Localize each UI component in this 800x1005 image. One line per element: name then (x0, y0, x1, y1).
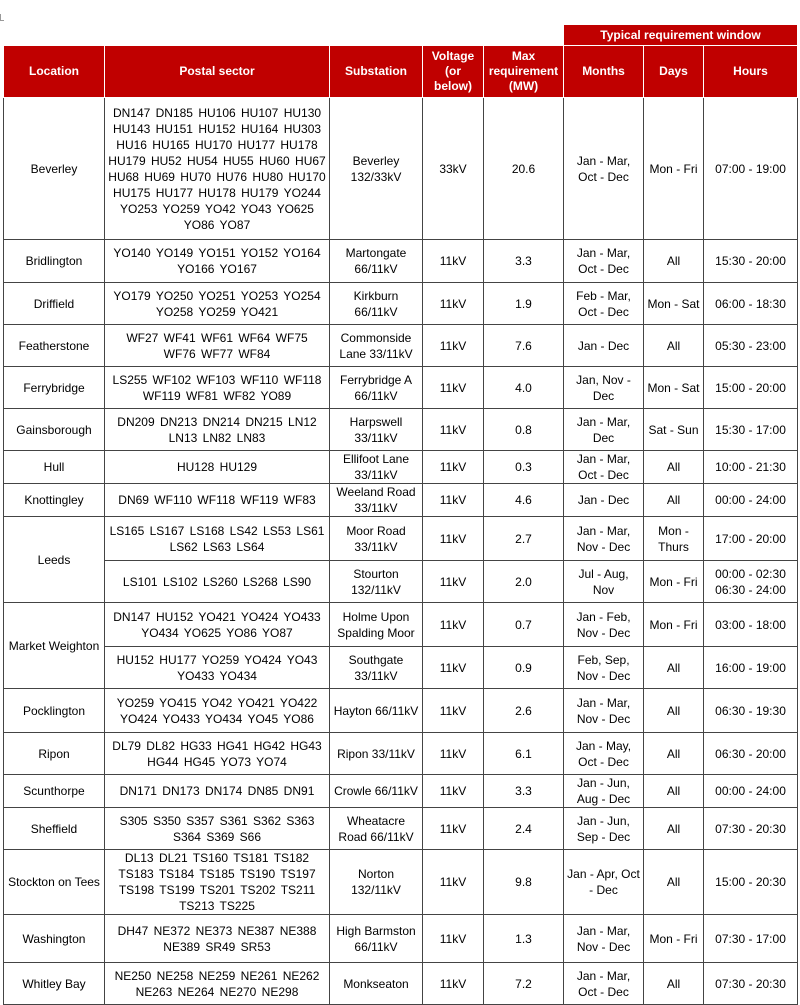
max-requirement-cell: 2.7 (484, 517, 564, 561)
voltage-cell: 11kV (423, 561, 484, 603)
voltage-cell: 11kV (423, 733, 484, 775)
days-cell: All (644, 689, 704, 733)
voltage-cell: 11kV (423, 915, 484, 963)
voltage-cell: 33kV (423, 98, 484, 240)
months-cell: Jan - Mar, Nov - Dec (564, 915, 644, 963)
postal-sector-cell: S305 S350 S357 S361 S362 S363 S364 S369 S66 (105, 808, 330, 850)
table-row (4, 733, 798, 775)
months-cell: Jan - Dec (564, 484, 644, 517)
table-row (4, 603, 798, 647)
months-cell: Jan - May, Oct - Dec (564, 733, 644, 775)
location-cell: Sheffield (4, 808, 105, 850)
location-cell: Featherstone (4, 325, 105, 367)
max-requirement-cell: 2.0 (484, 561, 564, 603)
months-cell: Jan - Mar, Nov - Dec (564, 517, 644, 561)
voltage-cell: 11kV (423, 603, 484, 647)
substation-cell: High Barmston 66/11kV (330, 915, 423, 963)
substation-cell: Ripon 33/11kV (330, 733, 423, 775)
months-cell: Jan - Jun, Aug - Dec (564, 775, 644, 808)
months-cell: Jan - Apr, Oct - Dec (564, 850, 644, 915)
max-requirement-cell: 1.3 (484, 915, 564, 963)
months-cell: Feb - Mar, Oct - Dec (564, 283, 644, 325)
postal-sector-cell: NE250 NE258 NE259 NE261 NE262 NE263 NE264 NE270 NE298 (105, 963, 330, 1005)
substation-cell: Monkseaton (330, 963, 423, 1005)
postal-sector-cell: DN147 DN185 HU106 HU107 HU130 HU143 HU151 HU152 HU164 HU303 HU16 HU165 HU170 HU177 HU178 HU179 HU52 HU54 HU55 HU60 HU67 HU68 HU69 HU70 HU76 HU80 HU170 HU175 HU177 HU178 HU179 YO244 YO253 YO259 YO42 YO43 YO625 YO86 YO87 (105, 98, 330, 240)
col-days: Days (644, 46, 704, 98)
table-row (4, 689, 798, 733)
hours-cell: 15:30 - 20:00 (704, 240, 798, 283)
location-cell: Ferrybridge (4, 367, 105, 409)
location-cell: Hull (4, 451, 105, 484)
table-row (4, 775, 798, 808)
voltage-cell: 11kV (423, 808, 484, 850)
days-cell: All (644, 963, 704, 1005)
table-row (4, 647, 798, 689)
voltage-cell: 11kV (423, 775, 484, 808)
voltage-cell: 11kV (423, 367, 484, 409)
location-cell: Driffield (4, 283, 105, 325)
hours-cell: 06:30 - 19:30 (704, 689, 798, 733)
table-row (4, 367, 798, 409)
max-requirement-cell: 20.6 (484, 98, 564, 240)
max-requirement-cell: 1.9 (484, 283, 564, 325)
max-requirement-cell: 9.8 (484, 850, 564, 915)
max-requirement-cell: 4.0 (484, 367, 564, 409)
location-cell: Washington (4, 915, 105, 963)
hours-cell: 15:00 - 20:30 (704, 850, 798, 915)
days-cell: Sat - Sun (644, 409, 704, 451)
max-requirement-cell: 3.3 (484, 240, 564, 283)
days-cell: Mon - Fri (644, 915, 704, 963)
col-postal-sector: Postal sector (105, 46, 330, 98)
substation-cell: Crowle 66/11kV (330, 775, 423, 808)
max-requirement-cell: 2.6 (484, 689, 564, 733)
days-cell: All (644, 451, 704, 484)
hours-cell: 16:00 - 19:00 (704, 647, 798, 689)
voltage-cell: 11kV (423, 451, 484, 484)
voltage-cell: 11kV (423, 850, 484, 915)
days-cell: Mon - Fri (644, 98, 704, 240)
table-row (4, 325, 798, 367)
max-requirement-cell: 7.6 (484, 325, 564, 367)
max-requirement-cell: 0.3 (484, 451, 564, 484)
postal-sector-cell: DN69 WF110 WF118 WF119 WF83 (105, 484, 330, 517)
max-requirement-cell: 3.3 (484, 775, 564, 808)
voltage-cell: 11kV (423, 484, 484, 517)
requirements-table (3, 24, 798, 1005)
postal-sector-cell: YO179 YO250 YO251 YO253 YO254 YO258 YO259 YO421 (105, 283, 330, 325)
postal-sector-cell: DN171 DN173 DN174 DN85 DN91 (105, 775, 330, 808)
location-cell: Beverley (4, 98, 105, 240)
months-cell: Jan - Mar, Oct - Dec (564, 451, 644, 484)
max-requirement-cell: 6.1 (484, 733, 564, 775)
substation-cell: Wheatacre Road 66/11kV (330, 808, 423, 850)
table-row (4, 98, 798, 240)
table-row (4, 963, 798, 1005)
substation-cell: Kirkburn 66/11kV (330, 283, 423, 325)
substation-cell: Weeland Road 33/11kV (330, 484, 423, 517)
max-requirement-cell: 0.9 (484, 647, 564, 689)
months-cell: Jan - Feb, Nov - Dec (564, 603, 644, 647)
max-requirement-cell: 2.4 (484, 808, 564, 850)
substation-cell: Southgate 33/11kV (330, 647, 423, 689)
hours-cell: 06:00 - 18:30 (704, 283, 798, 325)
postal-sector-cell: DL79 DL82 HG33 HG41 HG42 HG43 HG44 HG45 YO73 YO74 (105, 733, 330, 775)
postal-sector-cell: YO140 YO149 YO151 YO152 YO164 YO166 YO167 (105, 240, 330, 283)
months-cell: Jan - Jun, Sep - Dec (564, 808, 644, 850)
table-row (4, 517, 798, 561)
table-row (4, 484, 798, 517)
hours-cell: 07:30 - 20:30 (704, 963, 798, 1005)
substation-cell: Stourton 132/11kV (330, 561, 423, 603)
location-cell: Bridlington (4, 240, 105, 283)
hours-cell: 00:00 - 02:30 06:30 - 24:00 (704, 561, 798, 603)
postal-sector-cell: HU128 HU129 (105, 451, 330, 484)
substation-cell: Harpswell 33/11kV (330, 409, 423, 451)
days-cell: Mon - Fri (644, 561, 704, 603)
table-row (4, 409, 798, 451)
hours-cell: 07:30 - 17:00 (704, 915, 798, 963)
max-requirement-cell: 0.8 (484, 409, 564, 451)
table-row (4, 915, 798, 963)
table-body (4, 98, 798, 1005)
max-requirement-cell: 7.2 (484, 963, 564, 1005)
days-cell: All (644, 325, 704, 367)
days-cell: All (644, 240, 704, 283)
substation-cell: Norton 132/11kV (330, 850, 423, 915)
months-cell: Jan - Mar, Oct - Dec (564, 240, 644, 283)
requirement-window-header: Typical requirement window (564, 25, 798, 46)
col-location: Location (4, 46, 105, 98)
hours-cell: 00:00 - 24:00 (704, 775, 798, 808)
days-cell: Mon - Sat (644, 283, 704, 325)
voltage-cell: 11kV (423, 647, 484, 689)
location-cell: Ripon (4, 733, 105, 775)
hours-cell: 10:00 - 21:30 (704, 451, 798, 484)
postal-sector-cell: DH47 NE372 NE373 NE387 NE388 NE389 SR49 SR53 (105, 915, 330, 963)
max-requirement-cell: 4.6 (484, 484, 564, 517)
col-max-requirement: Max requirement (MW) (484, 46, 564, 98)
location-cell: Whitley Bay (4, 963, 105, 1005)
days-cell: All (644, 647, 704, 689)
postal-sector-cell: HU152 HU177 YO259 YO424 YO43 YO433 YO434 (105, 647, 330, 689)
location-cell: Leeds (4, 517, 105, 603)
months-cell: Jul - Aug, Nov (564, 561, 644, 603)
table-row (4, 283, 798, 325)
months-cell: Feb, Sep, Nov - Dec (564, 647, 644, 689)
hours-cell: 06:30 - 20:00 (704, 733, 798, 775)
postal-sector-cell: YO259 YO415 YO42 YO421 YO422 YO424 YO433 YO434 YO45 YO86 (105, 689, 330, 733)
postal-sector-cell: LS165 LS167 LS168 LS42 LS53 LS61 LS62 LS63 LS64 (105, 517, 330, 561)
days-cell: Mon - Thurs (644, 517, 704, 561)
postal-sector-cell: LS101 LS102 LS260 LS268 LS90 (105, 561, 330, 603)
table-row (4, 561, 798, 603)
postal-sector-cell: DL13 DL21 TS160 TS181 TS182 TS183 TS184 TS185 TS190 TS197 TS198 TS199 TS201 TS202 TS211 TS213 TS225 (105, 850, 330, 915)
postal-sector-cell: DN209 DN213 DN214 DN215 LN12 LN13 LN82 LN83 (105, 409, 330, 451)
col-substation: Substation (330, 46, 423, 98)
months-cell: Jan - Mar, Nov - Dec (564, 689, 644, 733)
days-cell: Mon - Fri (644, 603, 704, 647)
substation-cell: Martongate 66/11kV (330, 240, 423, 283)
substation-cell: Hayton 66/11kV (330, 689, 423, 733)
location-cell: Knottingley (4, 484, 105, 517)
substation-cell: Commonside Lane 33/11kV (330, 325, 423, 367)
days-cell: All (644, 775, 704, 808)
voltage-cell: 11kV (423, 240, 484, 283)
max-requirement-cell: 0.7 (484, 603, 564, 647)
hours-cell: 00:00 - 24:00 (704, 484, 798, 517)
hours-cell: 05:30 - 23:00 (704, 325, 798, 367)
col-months: Months (564, 46, 644, 98)
months-cell: Jan, Nov - Dec (564, 367, 644, 409)
hours-cell: 03:00 - 18:00 (704, 603, 798, 647)
substation-cell: Moor Road 33/11kV (330, 517, 423, 561)
hours-cell: 07:00 - 19:00 (704, 98, 798, 240)
table-row (4, 451, 798, 484)
postal-sector-cell: LS255 WF102 WF103 WF110 WF118 WF119 WF81 WF82 YO89 (105, 367, 330, 409)
days-cell: Mon - Sat (644, 367, 704, 409)
substation-cell: Holme Upon Spalding Moor (330, 603, 423, 647)
voltage-cell: 11kV (423, 963, 484, 1005)
col-voltage: Voltage (or below) (423, 46, 484, 98)
days-cell: All (644, 850, 704, 915)
voltage-cell: 11kV (423, 409, 484, 451)
days-cell: All (644, 733, 704, 775)
voltage-cell: 11kV (423, 517, 484, 561)
hours-cell: 07:30 - 20:30 (704, 808, 798, 850)
postal-sector-cell: DN147 HU152 YO421 YO424 YO433 YO434 YO625 YO86 YO87 (105, 603, 330, 647)
location-cell: Pocklington (4, 689, 105, 733)
page-corner-mark (0, 14, 4, 21)
days-cell: All (644, 808, 704, 850)
location-cell: Scunthorpe (4, 775, 105, 808)
hours-cell: 17:00 - 20:00 (704, 517, 798, 561)
header-spacer (4, 25, 564, 46)
voltage-cell: 11kV (423, 325, 484, 367)
months-cell: Jan - Mar, Dec (564, 409, 644, 451)
months-cell: Jan - Dec (564, 325, 644, 367)
location-cell: Gainsborough (4, 409, 105, 451)
voltage-cell: 11kV (423, 283, 484, 325)
days-cell: All (644, 484, 704, 517)
table-row (4, 240, 798, 283)
substation-cell: Beverley 132/33kV (330, 98, 423, 240)
months-cell: Jan - Mar, Oct - Dec (564, 963, 644, 1005)
months-cell: Jan - Mar, Oct - Dec (564, 98, 644, 240)
substation-cell: Ellifoot Lane 33/11kV (330, 451, 423, 484)
location-cell: Market Weighton (4, 603, 105, 689)
hours-cell: 15:00 - 20:00 (704, 367, 798, 409)
table-row (4, 808, 798, 850)
hours-cell: 15:30 - 17:00 (704, 409, 798, 451)
substation-cell: Ferrybridge A 66/11kV (330, 367, 423, 409)
postal-sector-cell: WF27 WF41 WF61 WF64 WF75 WF76 WF77 WF84 (105, 325, 330, 367)
voltage-cell: 11kV (423, 689, 484, 733)
location-cell: Stockton on Tees (4, 850, 105, 915)
col-hours: Hours (704, 46, 798, 98)
table-row (4, 850, 798, 915)
